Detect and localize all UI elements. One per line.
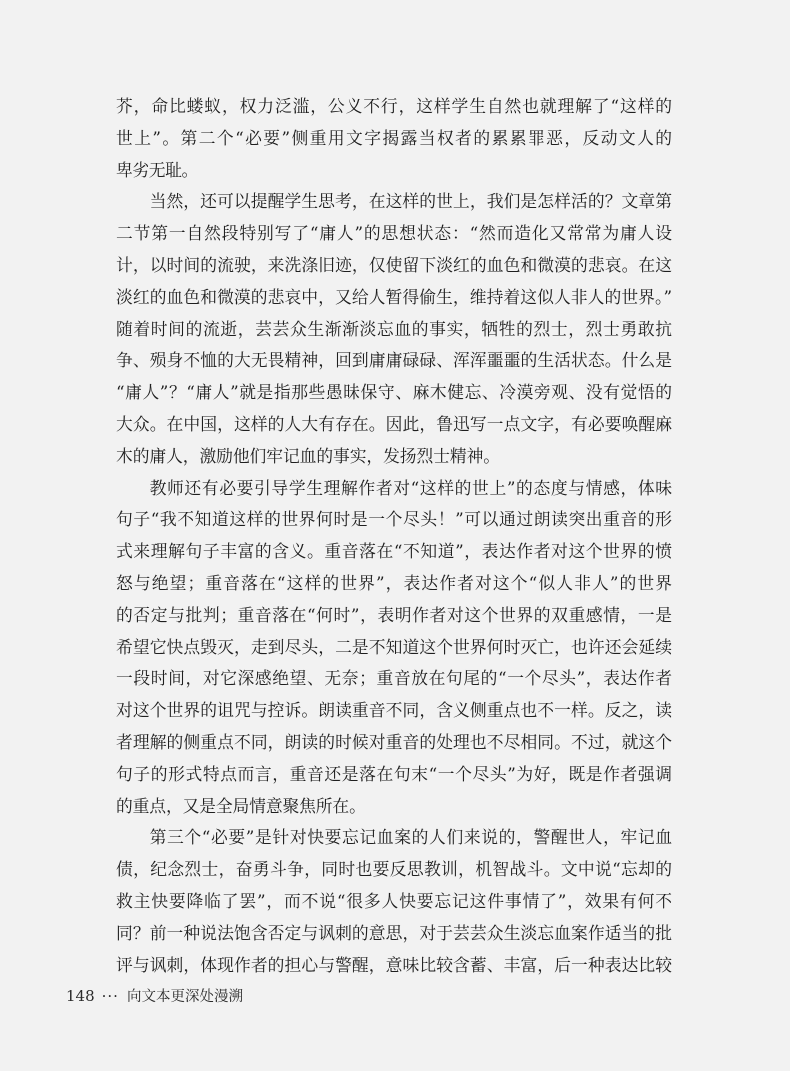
text-line: 债，纪念烈士，奋勇斗争，同时也要反思教训，机智战斗。文中说“忘却的 bbox=[116, 859, 672, 880]
paragraph bbox=[116, 186, 672, 472]
text-line: 大众。在中国，这样的人大有存在。因此，鲁迅写一点文字，有必要唤醒麻 bbox=[116, 413, 672, 434]
text-line: 的重点，又是全局情意聚焦所在。 bbox=[116, 795, 366, 816]
footer-separator: ··· bbox=[101, 987, 119, 1005]
text-line: 卑劣无耻。 bbox=[116, 159, 198, 180]
text-line: 当然，还可以提醒学生思考，在这样的世上，我们是怎样活的？文章第 bbox=[149, 191, 672, 212]
text-line: 句子的形式特点而言，重音还是落在句末“一个尽头”为好，既是作者强调 bbox=[116, 763, 672, 784]
text-line: 同？前一种说法饱含否定与讽刺的意思，对于芸芸众生淡忘血案作适当的批 bbox=[116, 922, 672, 943]
text-line: 怒与绝望；重音落在“这样的世界”，表达作者对这个“似人非人”的世界 bbox=[116, 572, 672, 593]
text-line: 世上”。第二个“必要”侧重用文字揭露当权者的累累罪恶，反动文人的 bbox=[116, 127, 672, 148]
text-line: 随着时间的流逝，芸芸众生渐渐淡忘血的事实，牺牲的烈士，烈士勇敢抗 bbox=[116, 318, 672, 339]
paragraph bbox=[116, 473, 672, 823]
page-number: 148 bbox=[66, 987, 95, 1005]
text-line: 句子“我不知道这样的世界何时是一个尽头！”可以通过朗读突出重音的形 bbox=[116, 509, 672, 530]
text-line: 教师还有必要引导学生理解作者对“这样的世上”的态度与情感，体味 bbox=[149, 477, 672, 498]
text-line: 计，以时间的流驶，来洗涤旧迹，仅使留下淡红的血色和微漠的悲哀。在这 bbox=[116, 254, 672, 275]
text-line: 评与讽刺，体现作者的担心与警醒，意味比较含蓄、丰富，后一种表达比较 bbox=[116, 954, 672, 975]
text-line: 争、殒身不恤的大无畏精神，回到庸庸碌碌、浑浑噩噩的生活状态。什么是 bbox=[116, 350, 672, 371]
text-line: 式来理解句子丰富的含义。重音落在“不知道”，表达作者对这个世界的愤 bbox=[116, 541, 672, 562]
text-line: 者理解的侧重点不同，朗读的时候对重音的处理也不尽相同。不过，就这个 bbox=[116, 731, 672, 752]
running-footer bbox=[66, 985, 243, 1007]
paragraph bbox=[116, 822, 672, 981]
text-line: 木的庸人，激励他们牢记血的事实，发扬烈士精神。 bbox=[116, 445, 500, 466]
text-line: 一段时间，对它深感绝望、无奈；重音放在句尾的“一个尽头”，表达作者 bbox=[116, 668, 672, 689]
text-line: 第三个“必要”是针对快要忘记血案的人们来说的，警醒世人，牢记血 bbox=[149, 827, 672, 848]
text-line: 的否定与批判；重音落在“何时”，表明作者对这个世界的双重感情，一是 bbox=[116, 604, 672, 625]
text-line: 淡红的血色和微漠的悲哀中，又给人暂得偷生，维持着这似人非人的世界。” bbox=[116, 286, 672, 307]
text-line: 二节第一自然段特别写了“庸人”的思想状态：“然而造化又常常为庸人设 bbox=[116, 223, 672, 244]
text-line: 芥，命比蝼蚁，权力泛滥，公义不行，这样学生自然也就理解了“这样的 bbox=[116, 96, 672, 116]
text-line: 希望它快点毁灭，走到尽头，二是不知道这个世界何时灭亡，也许还会延续 bbox=[116, 636, 672, 657]
text-line: 救主快要降临了罢”，而不说“很多人快要忘记这件事情了”，效果有何不 bbox=[116, 890, 672, 911]
text-line: “庸人”？“庸人”就是指那些愚昧保守、麻木健忘、冷漠旁观、没有觉悟的 bbox=[116, 382, 672, 403]
body-text bbox=[116, 91, 672, 981]
paragraph bbox=[116, 91, 672, 186]
running-title: 向文本更深处漫溯 bbox=[126, 989, 243, 1005]
text-line: 对这个世界的诅咒与控诉。朗读重音不同，含义侧重点也不一样。反之，读 bbox=[116, 700, 672, 721]
